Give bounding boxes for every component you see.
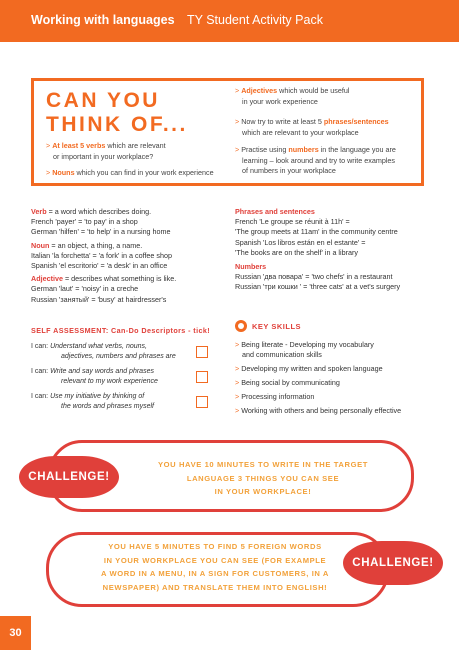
tick-checkbox[interactable] (196, 346, 208, 358)
self-assessment-title: SELF ASSESSMENT: Can-Do Descriptors - tick! (31, 326, 211, 335)
think-item-phrases (235, 117, 420, 138)
key-skills-title: KEY SKILLS (252, 322, 302, 331)
numbers-line-2: Russian 'три кошки ' = 'three cats' at a vet's surgery (235, 282, 401, 292)
verb-definition (31, 207, 226, 217)
chevron-right-icon: > (235, 86, 242, 95)
row-line-2: relevant to my work experience (61, 377, 158, 385)
row-line-2: adjectives, numbers and phrases are (61, 352, 176, 360)
chevron-right-icon: > (235, 117, 242, 126)
challenge-2-line-4: NEWSPAPER) AND TRANSLATE THEM INTO ENGLISH! (102, 582, 328, 592)
challenge-2-line-2: IN YOUR WORKPLACE YOU CAN SEE (FOR EXAMPLE (103, 555, 327, 565)
chevron-right-icon: > (46, 168, 53, 177)
verb-key: Verb (31, 207, 47, 216)
self-assessment (31, 326, 217, 410)
definitions-right (235, 207, 440, 293)
numbers-line-1: Russian 'два повара' = 'two chefs' in a restaurant (235, 272, 393, 282)
think-of-box (31, 78, 424, 186)
think-item-phrases-pre: Now try to write at least 5 (241, 117, 324, 126)
think-title-line1: CAN YOU (46, 89, 160, 112)
think-item-nouns (46, 168, 236, 179)
header-title-rest: TY Student Activity Pack (187, 13, 323, 27)
chevron-right-icon: > (235, 145, 242, 154)
think-item-nouns-bold: Nouns (52, 168, 75, 177)
skill-item (235, 392, 435, 402)
definitions-left (31, 207, 226, 305)
chevron-right-icon: > (235, 340, 242, 349)
skill-line-1: Being social by communicating (241, 378, 340, 387)
think-item-numbers-pre: Practise using (241, 145, 289, 154)
row-prefix: I can: (31, 368, 49, 375)
phrases-title: Phrases and sentences (235, 207, 315, 216)
numbers-title: Numbers (235, 262, 267, 272)
phrases-line-2: 'The group meets at 11am' in the community centre (235, 227, 398, 237)
think-item-numbers (235, 145, 425, 177)
think-of-title (46, 89, 216, 137)
skill-item (235, 378, 435, 388)
think-item-adjectives-rest: which would be useful (277, 86, 350, 95)
verb-example-1: French 'payer' = 'to pay' in a shop (31, 217, 138, 227)
think-item-verbs (46, 141, 231, 162)
think-item-phrases-cont: which are relevant to your workplace (242, 127, 359, 137)
header-title-bold: Working with languages (31, 13, 175, 27)
think-item-adjectives-cont: in your work experience (242, 96, 318, 106)
tick-checkbox[interactable] (196, 371, 208, 383)
challenge-2-line-3: A WORD IN A MENU, IN A SIGN FOR CUSTOMERS, IN A (100, 569, 330, 578)
challenge-1-text (118, 458, 408, 499)
think-item-adjectives (235, 86, 420, 107)
skill-line-1: Working with others and being personally effective (241, 406, 402, 415)
think-item-verbs-bold: At least 5 verbs (52, 141, 106, 150)
skill-item (235, 406, 435, 416)
skill-line-1: Developing my written and spoken language (241, 364, 383, 373)
phrases-line-4: 'The books are on the shelf' in a library (235, 247, 359, 257)
verb-def: = a word which describes doing. (46, 207, 152, 216)
row-line-2: the words and phrases myself (61, 402, 154, 410)
think-item-numbers-rest: in the language you are (318, 145, 396, 154)
chevron-right-icon: > (46, 141, 53, 150)
phrases-line-3: Spanish 'Los libros están en el estante' = (235, 237, 366, 247)
think-item-numbers-cont2: of numbers in your workplace (242, 166, 336, 175)
think-item-verbs-cont: or important in your workplace? (53, 151, 154, 161)
challenge-1-line-2: LANGUAGE 3 THINGS YOU CAN SEE (186, 473, 340, 483)
self-assessment-row (31, 392, 211, 411)
skill-item (235, 340, 435, 360)
think-item-verbs-rest: which are relevant (105, 141, 166, 150)
row-line-1: Write and say words and phrases (50, 368, 154, 375)
adjective-definition (31, 274, 226, 284)
adjective-example-2: Russian 'занятый' = 'busy' at hairdresser's (31, 294, 167, 304)
verb-example-2: German 'hilfen' = 'to help' in a nursing home (31, 227, 171, 237)
self-assessment-row (31, 367, 211, 386)
skill-line-1: Being literate - Developing my vocabulary (241, 340, 374, 349)
noun-example-2: Spanish 'el escritorio' = 'a desk' in an office (31, 261, 168, 271)
phrases-line-1: French 'Le groupe se réunit à 11h' = (235, 217, 350, 227)
adjective-key: Adjective (31, 274, 63, 284)
challenge-2-badge: CHALLENGE! (343, 541, 443, 585)
chevron-right-icon: > (235, 364, 242, 373)
row-prefix: I can: (31, 343, 49, 350)
challenge-1-line-1: YOU HAVE 10 MINUTES TO WRITE IN THE TARGET (158, 460, 368, 469)
think-item-nouns-rest: which you can find in your work experience (74, 168, 214, 177)
page-number: 30 (0, 616, 31, 650)
skill-line-1: Processing information (241, 392, 315, 401)
row-line-1: Understand what verbs, nouns, (50, 343, 147, 350)
chevron-right-icon: > (235, 378, 242, 387)
noun-definition (31, 241, 226, 251)
think-item-phrases-bold: phrases/sentences (323, 117, 389, 126)
self-assessment-row (31, 342, 211, 361)
challenge-2-text (56, 540, 374, 594)
row-prefix: I can: (31, 393, 49, 400)
challenge-1-line-3: IN YOUR WORKPLACE! (214, 487, 312, 496)
chevron-right-icon: > (235, 406, 242, 415)
noun-def: = an object, a thing, a name. (49, 240, 143, 250)
adjective-def: = describes what something is like. (62, 274, 177, 284)
think-item-numbers-bold: numbers (288, 145, 319, 154)
row-line-1: Use my initiative by thinking of (50, 393, 145, 400)
challenge-1-badge: CHALLENGE! (19, 456, 119, 498)
chevron-right-icon: > (235, 392, 242, 401)
noun-example-1: Italian 'la forchetta' = 'a fork' in a coffee shop (31, 250, 173, 260)
page-header (0, 0, 459, 42)
think-title-line2: THINK OF... (46, 113, 188, 136)
think-item-numbers-cont1: learning – look around and try to write examples (242, 155, 396, 165)
tick-checkbox[interactable] (196, 396, 208, 408)
gear-icon (235, 320, 247, 332)
think-item-adjectives-bold: Adjectives (241, 86, 278, 95)
skill-item (235, 364, 435, 374)
skill-line-2: and communication skills (242, 349, 322, 359)
challenge-2-line-1: YOU HAVE 5 MINUTES TO FIND 5 FOREIGN WORDS (108, 542, 322, 551)
adjective-example-1: German 'laut' = 'noisy' in a creche (31, 284, 139, 294)
noun-key: Noun (31, 240, 50, 250)
